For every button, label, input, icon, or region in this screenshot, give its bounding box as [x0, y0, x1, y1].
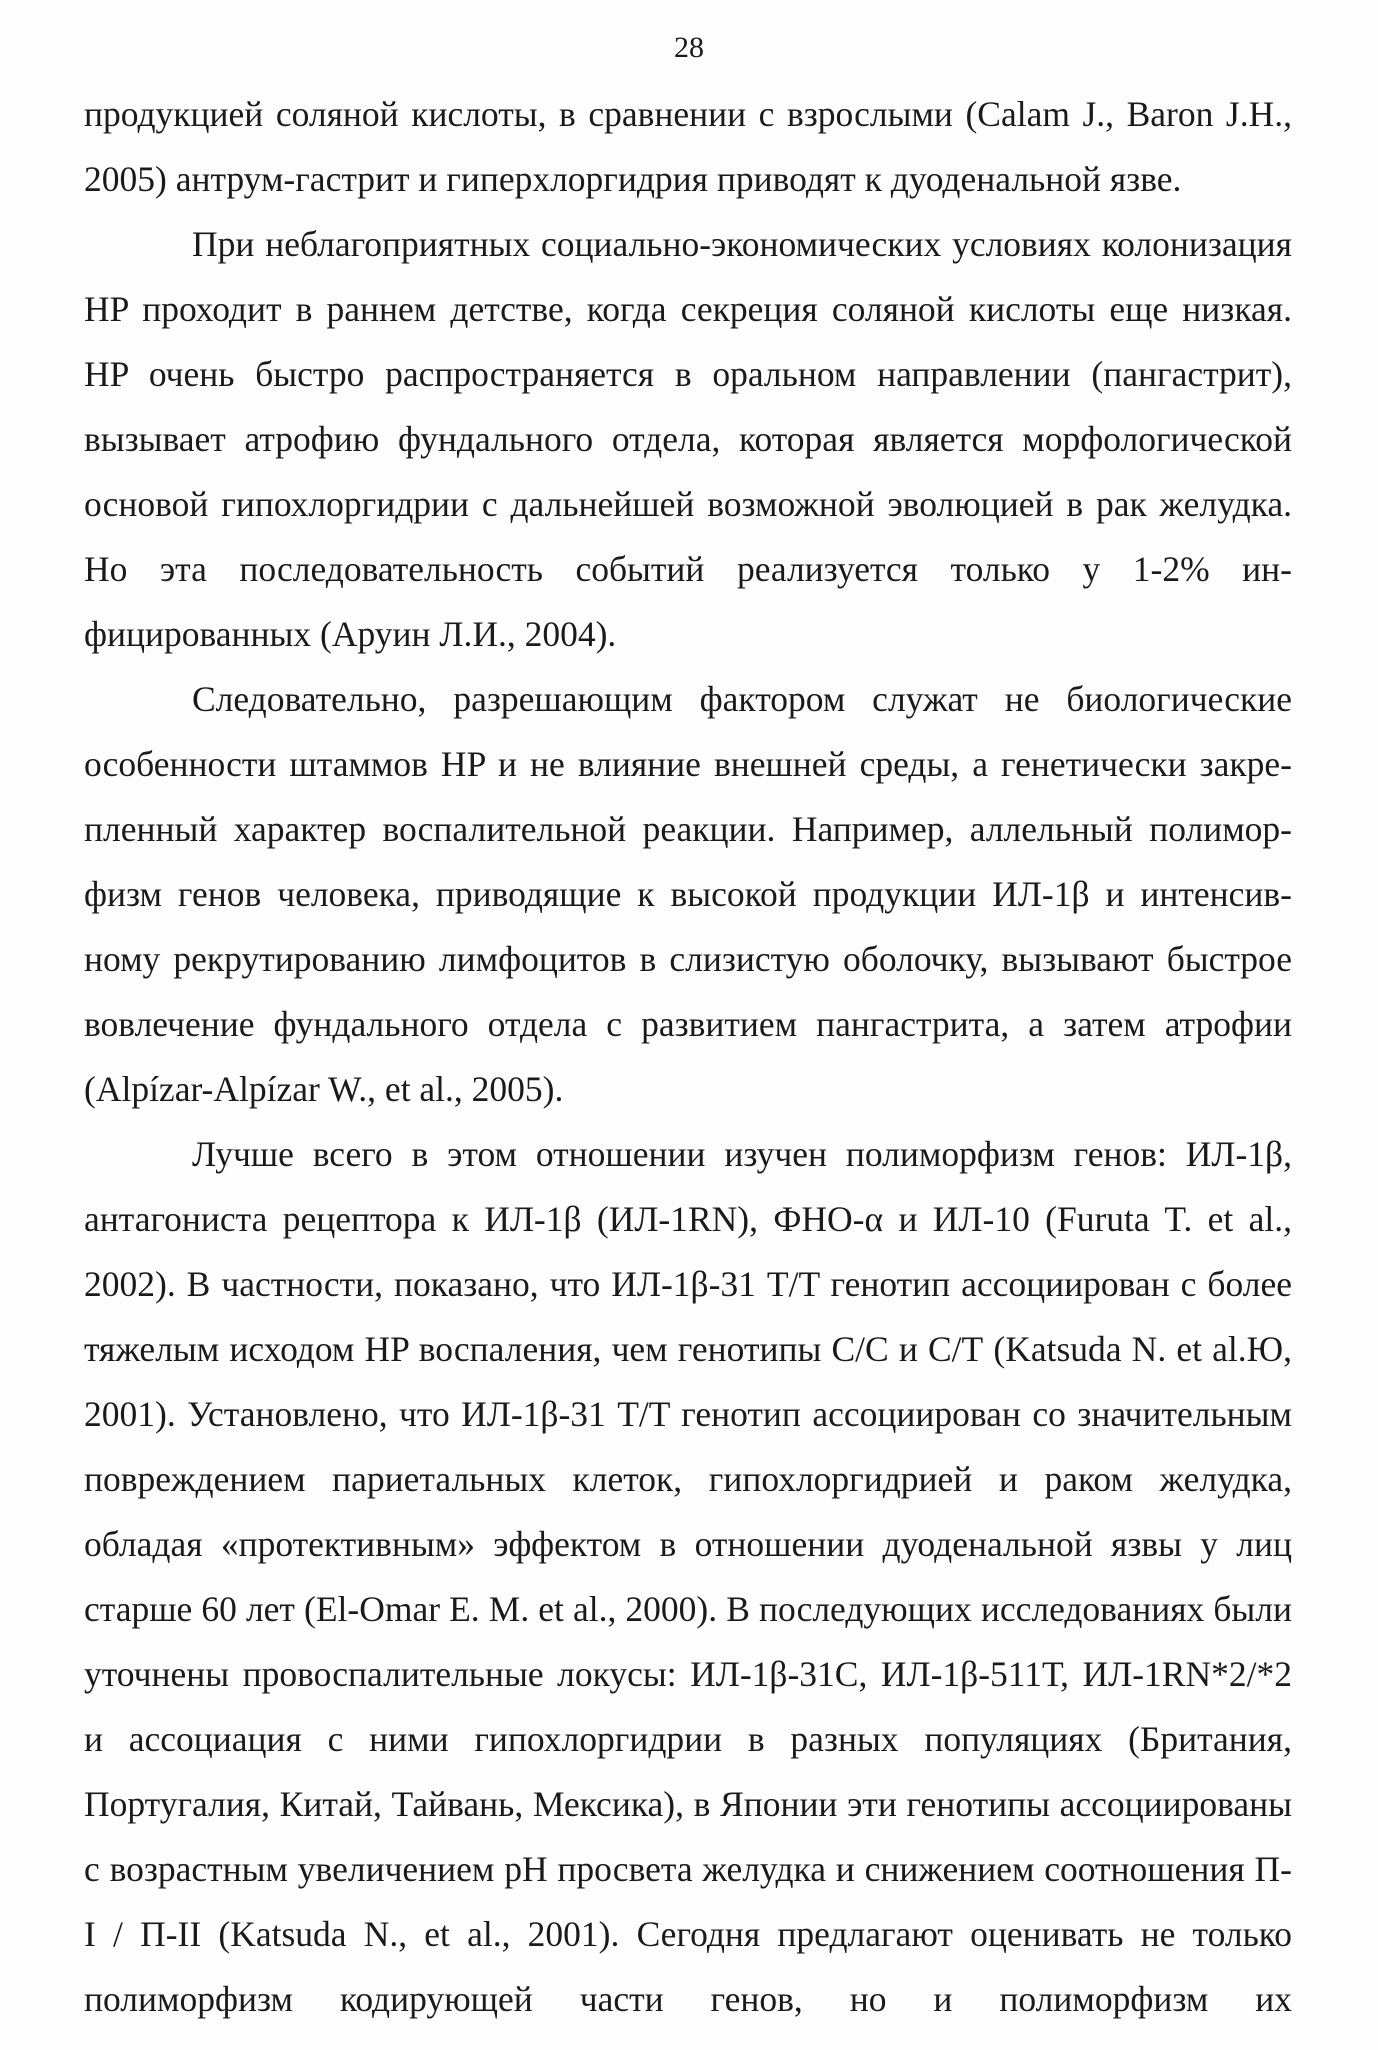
page-body-text — [84, 82, 1292, 2032]
paragraph-gene-polymorphism: Лучше всего в этом отношении изучен полиморфизм генов: ИЛ-1β, антагониста рецептора к ИЛ-1β (ИЛ-1RN), ФНО-α и ИЛ-10 (Furuta T. et al., 2002). В частности, показано, что ИЛ-1β-31 T/T генотип ассоциирован с более тяжелым исходом HP воспаления, чем генотипы С/С и С/Т (Katsuda N. et al.Ю, 2001). Установлено, что ИЛ-1β-31 T/T генотип ассоциирован со значительным повреждением париетальных клеток, гипохлоргидрией и раком желудка, обладая «протективным» эффектом в отношении дуоденальной язвы у лиц старше 60 лет (El-Omar E. M. et al., 2000). В последующих исследованиях были уточнены провоспалительные локусы: ИЛ-1β-31С, ИЛ-1β-511Т, ИЛ-1RN*2/*2 и ассоциация с ними гипохлоргидрии в разных популяциях (Британия, Португалия, Китай, Тайвань, Мексика), в Японии эти генотипы ассоциированы с возрастным увеличением рН просвета желудка и снижением соотношения П-I / П-II (Katsuda N., et al., 2001). Сегодня предлагают оценивать не только полиморфизм кодирующей части генов, но и полиморфизм их — [84, 1134, 1292, 2019]
page-number: 28 — [674, 31, 704, 64]
paragraph-continuation: продукцией соляной кислоты, в сравнении с взрослыми (Calam J., Baron J.H., 2005) антрум-гастрит и гиперхлоргидрия приводят к дуоденальной язве. — [84, 94, 1292, 199]
paragraph-genetic-factor: Следовательно, разрешающим фактором служат не биологические особенности штаммов HP и не влияние внешней среды, а генетически закрепленный характер воспалительной реакции. Например, аллельный полиморфизм генов человека, приводящие к высокой продукции ИЛ-1β и интенсивному рекрутированию лимфоцитов в слизистую оболочку, вызывают быстрое вовлечение фундального отдела с развитием пангастрита, а затем атрофии (Alpízar-Alpízar W., et al., 2005). — [84, 679, 1292, 1109]
paragraph-hp-colonization: При неблагоприятных социально-экономических условиях колонизация HP проходит в раннем детстве, когда секреция соляной кислоты еще низкая. HP очень быстро распространяется в оральном направлении (пангастрит), вызывает атрофию фундального отдела, которая является морфологической основой гипохлоргидрии с дальнейшей возможной эволюцией в рак желудка. Но эта последовательность событий реализуется только у 1-2% инфицированных (Аруин Л.И., 2004). — [84, 224, 1292, 654]
